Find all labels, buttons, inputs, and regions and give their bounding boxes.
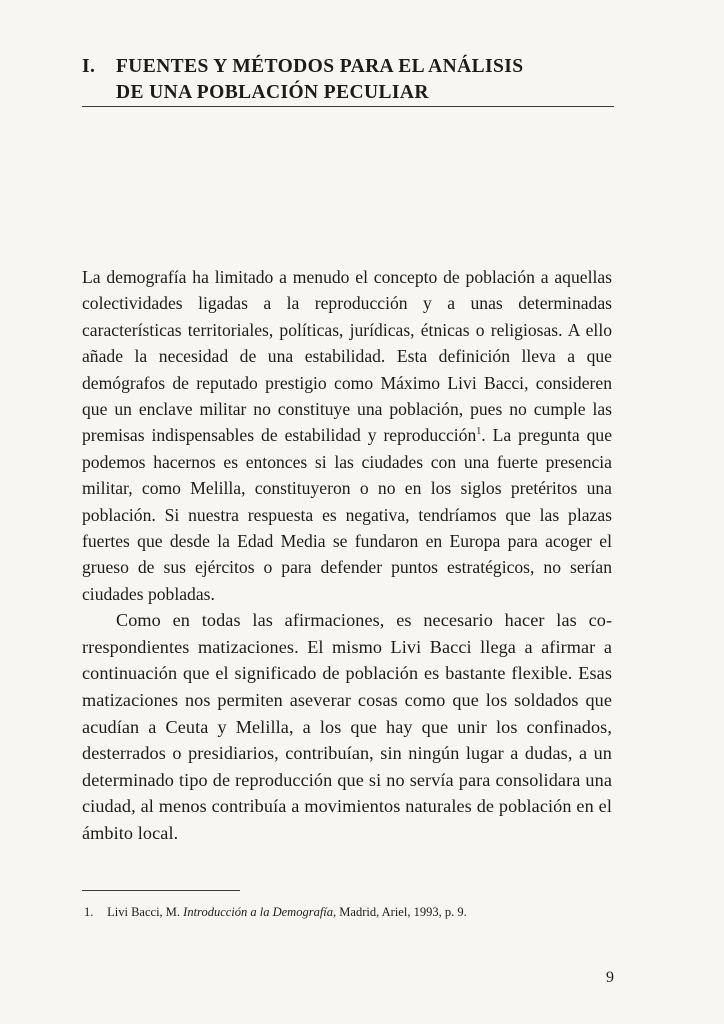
footnote-title: Introducción a la Demografía, bbox=[183, 905, 337, 919]
footnote-author: Livi Bacci, M. bbox=[107, 905, 181, 919]
body-text bbox=[82, 264, 612, 847]
heading-rule bbox=[82, 106, 614, 107]
chapter-heading bbox=[82, 54, 612, 106]
footnote-publication: Madrid, Ariel, 1993, p. 9. bbox=[339, 905, 467, 919]
chapter-heading-line-2 bbox=[82, 80, 612, 106]
chapter-title-indent bbox=[82, 80, 116, 106]
footnote-reference[interactable]: 1 bbox=[476, 426, 482, 438]
paragraph-2: Como en todas las afirmaciones, es necesario hacer las correspondientes matizaciones. El mismo Livi Bacci llega a afirmar a continuación que el significado de población es bastante flexible. Esas matizaciones nos permiten aseverar cosas como que los soldados que acudían a Ceuta y Melilla, a los que hay que unir los confinados, desterrados o presidiarios, contribuían, sin ningún lugar a dudas, a un determinado tipo de reproducción que si no servía para consolidara una ciudad, al menos contribuía a movimientos naturales de población en el ámbito local. bbox=[82, 610, 612, 844]
footnote bbox=[84, 904, 614, 920]
chapter-heading-line-1 bbox=[82, 54, 612, 80]
chapter-title-line-1: FUENTES Y MÉTODOS PARA EL ANÁLISIS bbox=[116, 56, 524, 77]
footnote-rule bbox=[82, 890, 240, 891]
paragraph-1-part-b: . La pregunta que podemos hacernos es entonces si las ciudades con una fuerte presencia militar, como Melilla, constituyeron o no en los siglos pretéritos una población. Si nuestra respuesta es negativa, tendríamos que las plazas fuertes que desde la Edad Media se fundaron en Europa para acoger el grueso de sus ejércitos o para defender puntos estratégicos, no serían ciudades pobladas. bbox=[82, 425, 612, 604]
page-number: 9 bbox=[606, 969, 614, 986]
chapter-title-line-2: DE UNA POBLACIÓN PECULIAR bbox=[116, 82, 429, 103]
paragraph-1-part-a: La demografía ha limitado a menudo el concepto de población a aquellas colectividades ligadas a la reproducción y a unas determinadas características territoriales, políticas, jurídicas, étnicas o religiosas. A ello añade la necesidad de una estabilidad. Esta definición lleva a que demógrafos de reputado prestigio como Máximo Livi Bacci, consideren que un enclave militar no constituye una población, pues no cumple las premisas indispensables de estabilidad y reproducción bbox=[82, 267, 612, 446]
paragraph-1 bbox=[82, 264, 612, 607]
footnote-number: 1. bbox=[84, 905, 94, 919]
chapter-number: I. bbox=[82, 56, 96, 77]
